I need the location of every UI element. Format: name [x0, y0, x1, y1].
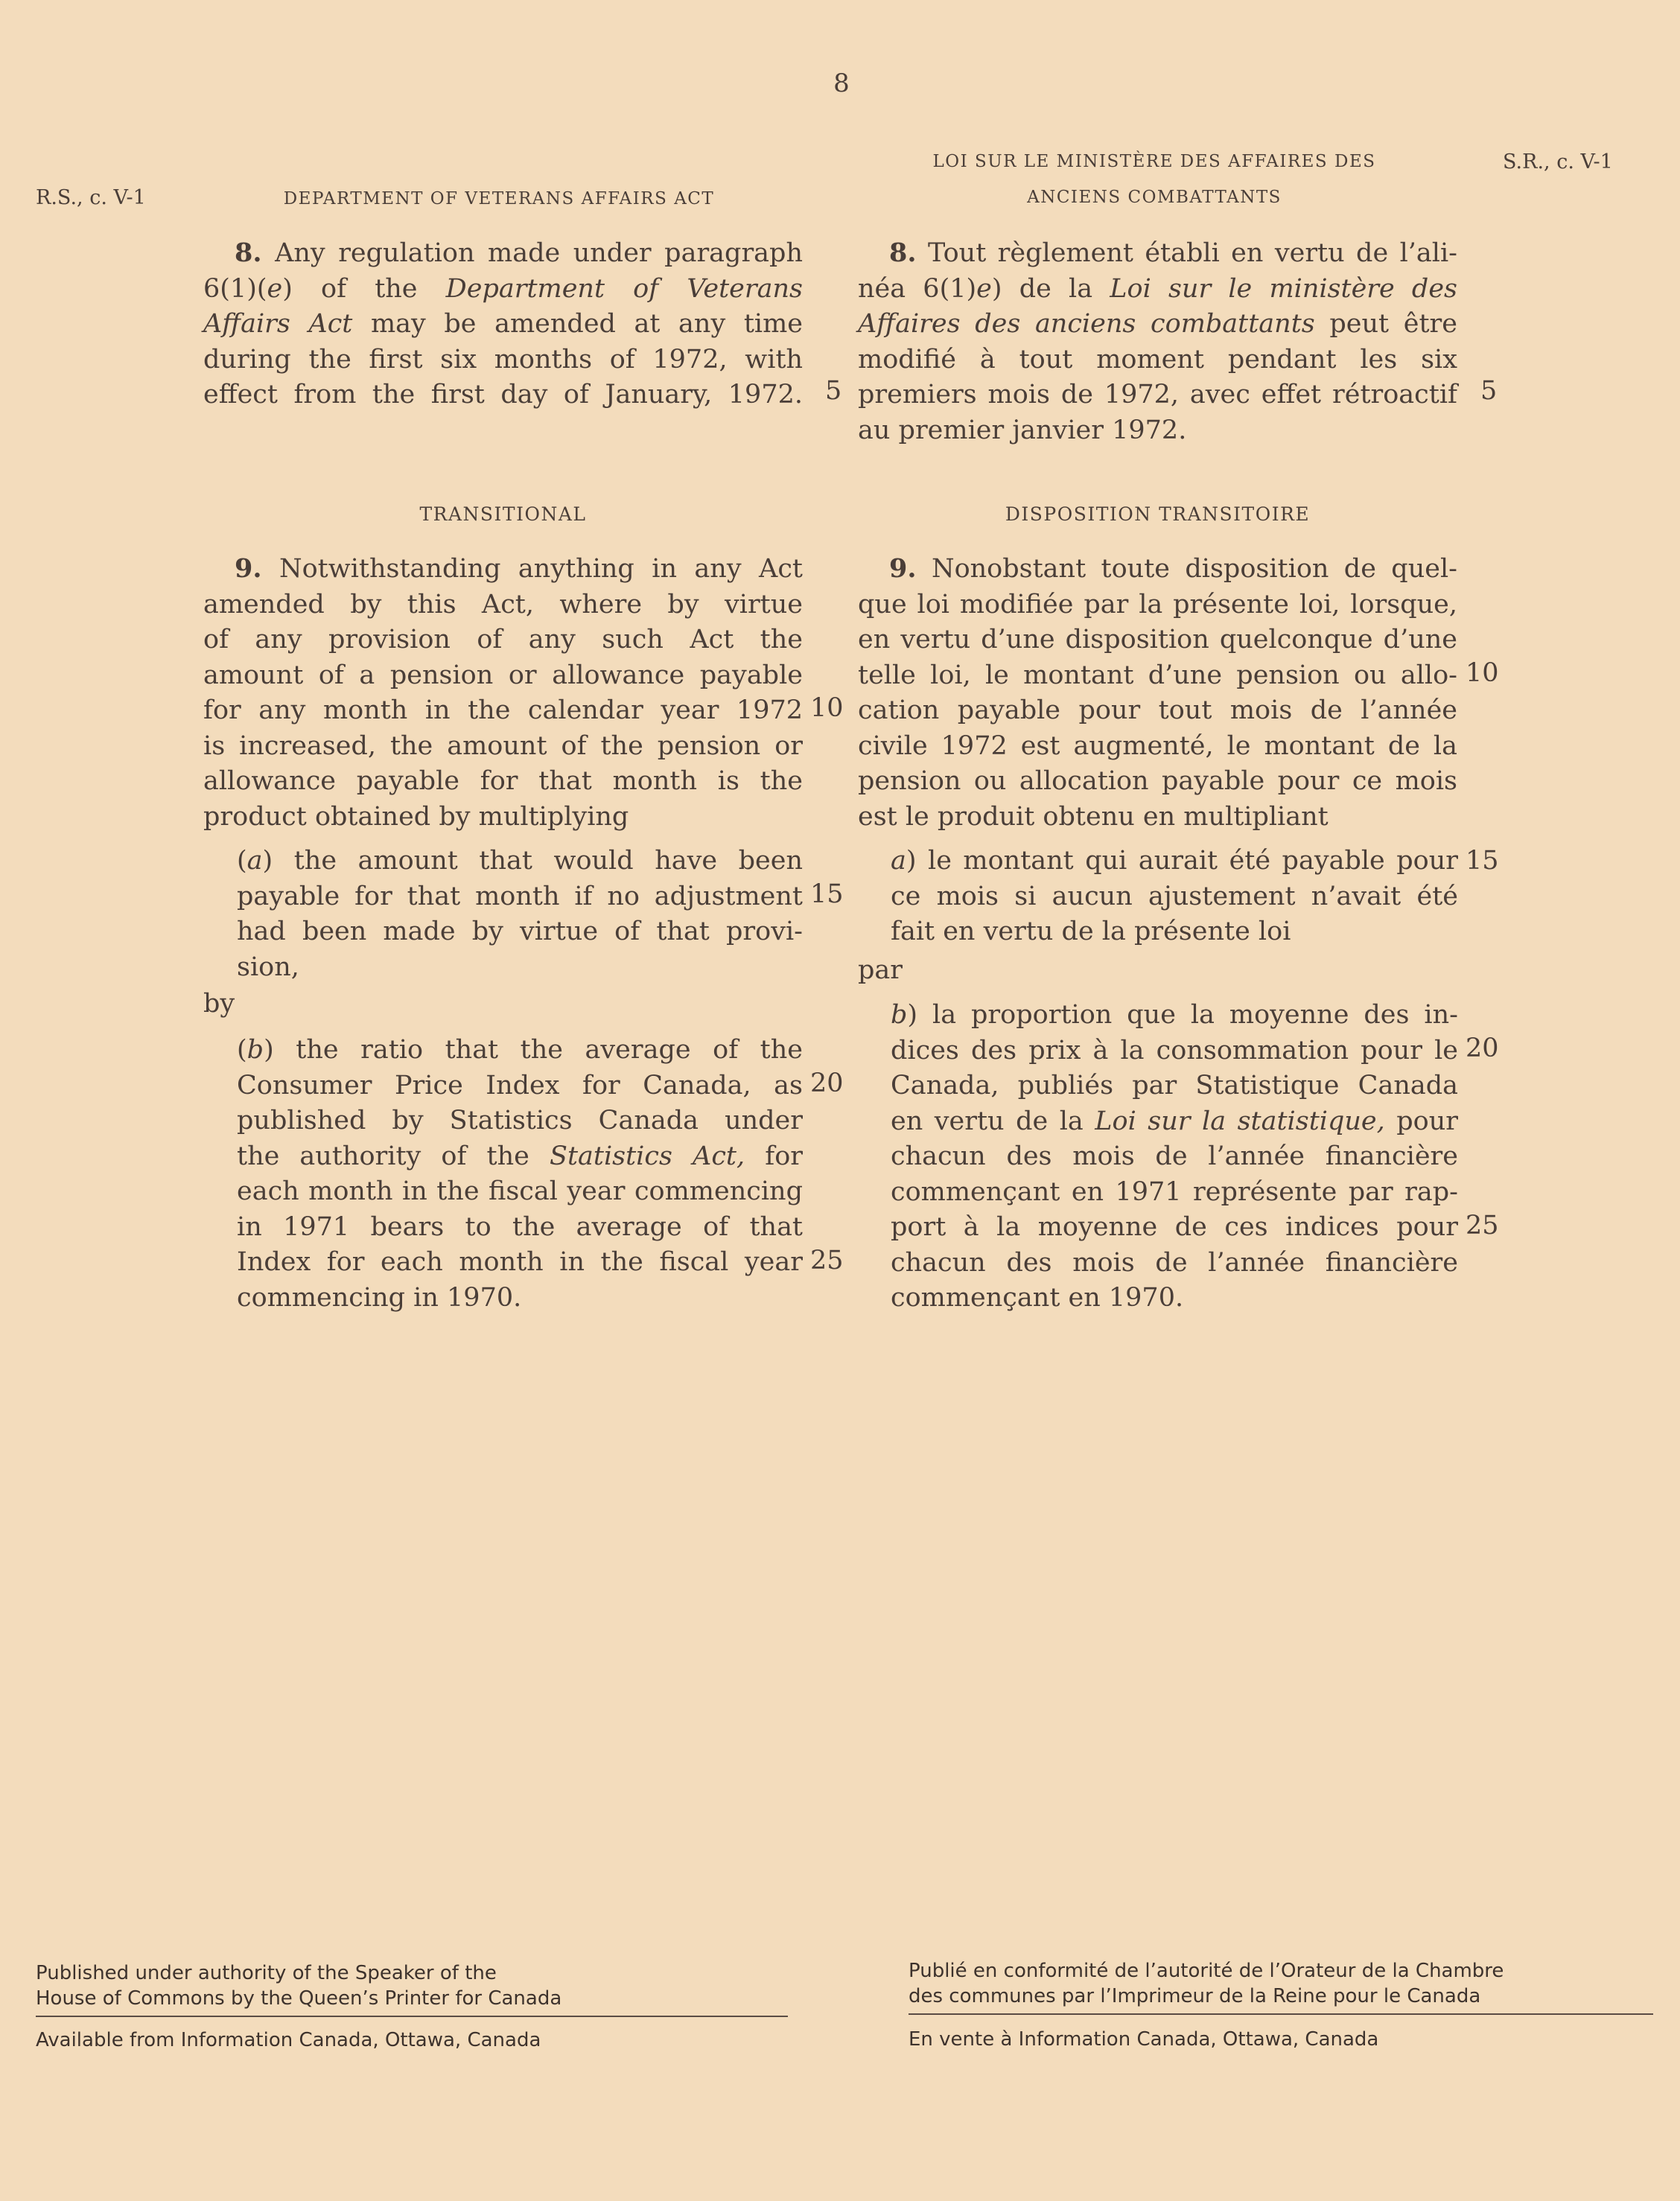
- footer-fr-imprint-line-1: Publié en conformité de l’autorité de l’Orateur de la Chambre: [909, 1960, 1504, 1982]
- line-number-en-20: 20: [810, 1068, 844, 1098]
- footer-en-rule: [36, 2016, 788, 2017]
- header-left-title: DEPARTMENT OF VETERANS AFFAIRS ACT: [283, 189, 715, 208]
- fr-s9-number: 9.: [889, 553, 917, 584]
- line-number-fr-20: 20: [1466, 1033, 1499, 1063]
- line-number-fr-5: 5: [1480, 376, 1498, 406]
- fr-section-8: 8. Tout règlement établi en vertu de l’ali- néa 6(1)e) de la Loi sur le ministère des Affaires des anciens combattants peut être modifié à tout moment pendant les six premiers mois de 1972, avec effet rétroactif au premier janvier 1972.: [858, 238, 1457, 445]
- line-number-fr-10: 10: [1466, 658, 1499, 688]
- en-s8-number: 8.: [235, 238, 262, 268]
- line-number-en-25: 25: [810, 1246, 844, 1275]
- line-number-fr-25: 25: [1466, 1211, 1499, 1240]
- fr-paragraph-a: a) le montant qui aurait été payable pour ce mois si aucun ajustement n’avait été fait en vertu de la présente loi: [891, 846, 1458, 946]
- footer-en-imprint-line-1: Published under authority of the Speaker of the: [36, 1962, 497, 1984]
- en-heading-transitional: TRANSITIONAL: [419, 503, 587, 525]
- header-right-title-2: ANCIENS COMBATTANTS: [1027, 188, 1282, 207]
- en-paragraph-a: (a) the amount that would have been payable for that month if no adjustment had been made by virtue of that provi- sion,: [237, 846, 804, 982]
- en-by: by: [203, 989, 235, 1019]
- fr-heading-disposition-transitoire: DISPOSITION TRANSITOIRE: [1005, 503, 1311, 525]
- fr-paragraph-b: b) la proportion que la moyenne des in- dices des prix à la consommation pour le Canada, publiés par Statistique Canada en vertu de la Loi sur la statistique, pour chacun des mois de l’année financière commençant en 1971 représente par rap- port à la moyenne de ces indices pour chacun des mois de l’année financière commençant en 1970.: [891, 1000, 1458, 1313]
- header-right-code: S.R., c. V-1: [1503, 150, 1613, 173]
- line-number-en-10: 10: [810, 693, 844, 723]
- line-number-en-15: 15: [810, 879, 844, 909]
- fr-s8-number: 8.: [889, 238, 917, 268]
- line-number-en-5: 5: [825, 376, 842, 406]
- footer-fr-imprint-line-2: des communes par l’Imprimeur de la Reine pour le Canada: [909, 1985, 1481, 2007]
- footer-en-imprint-line-2: House of Commons by the Queen’s Printer for Canada: [36, 1987, 562, 2010]
- footer-fr-rule: [909, 2013, 1653, 2015]
- header-left-code: R.S., c. V-1: [36, 186, 146, 209]
- en-section-8: 8. Any regulation made under paragraph 6(1)(e) of the Department of Veterans Affairs Act may be amended at any time during the first six months of 1972, with effect from the first day of January, 1972.: [203, 238, 803, 410]
- footer-en-available: Available from Information Canada, Ottawa, Canada: [36, 2029, 541, 2051]
- fr-section-9: 9. Nonobstant toute disposition de quel- que loi modifiée par la présente loi, lorsque, en vertu d’une disposition quelconque d’une telle loi, le montant d’une pension ou allo- cation payable pour tout mois de l’année civile 1972 est augmenté, le montant de la pension ou allocation payable pour ce mois est le produit obtenu en multipliant: [858, 553, 1457, 832]
- en-paragraph-b: (b) the ratio that the average of the Consumer Price Index for Canada, as published by Statistics Canada under the authority of the Statistics Act, for each month in the fiscal year commencing in 1971 bears to the average of that Index for each month in the fiscal year commencing in 1970.: [237, 1035, 804, 1313]
- page-number: 8: [833, 69, 850, 98]
- en-section-9: 9. Notwithstanding anything in any Act amended by this Act, where by virtue of any provision of any such Act the amount of a pension or allowance payable for any month in the calendar year 1972 is increased, the amount of the pension or allowance payable for that month is the product obtained by multiplying: [203, 553, 803, 832]
- footer-fr-available: En vente à Information Canada, Ottawa, Canada: [909, 2028, 1379, 2051]
- header-right-title-1: LOI SUR LE MINISTÈRE DES AFFAIRES DES: [932, 152, 1376, 171]
- line-number-fr-15: 15: [1466, 846, 1499, 876]
- en-s9-number: 9.: [235, 553, 262, 584]
- fr-par: par: [858, 955, 903, 985]
